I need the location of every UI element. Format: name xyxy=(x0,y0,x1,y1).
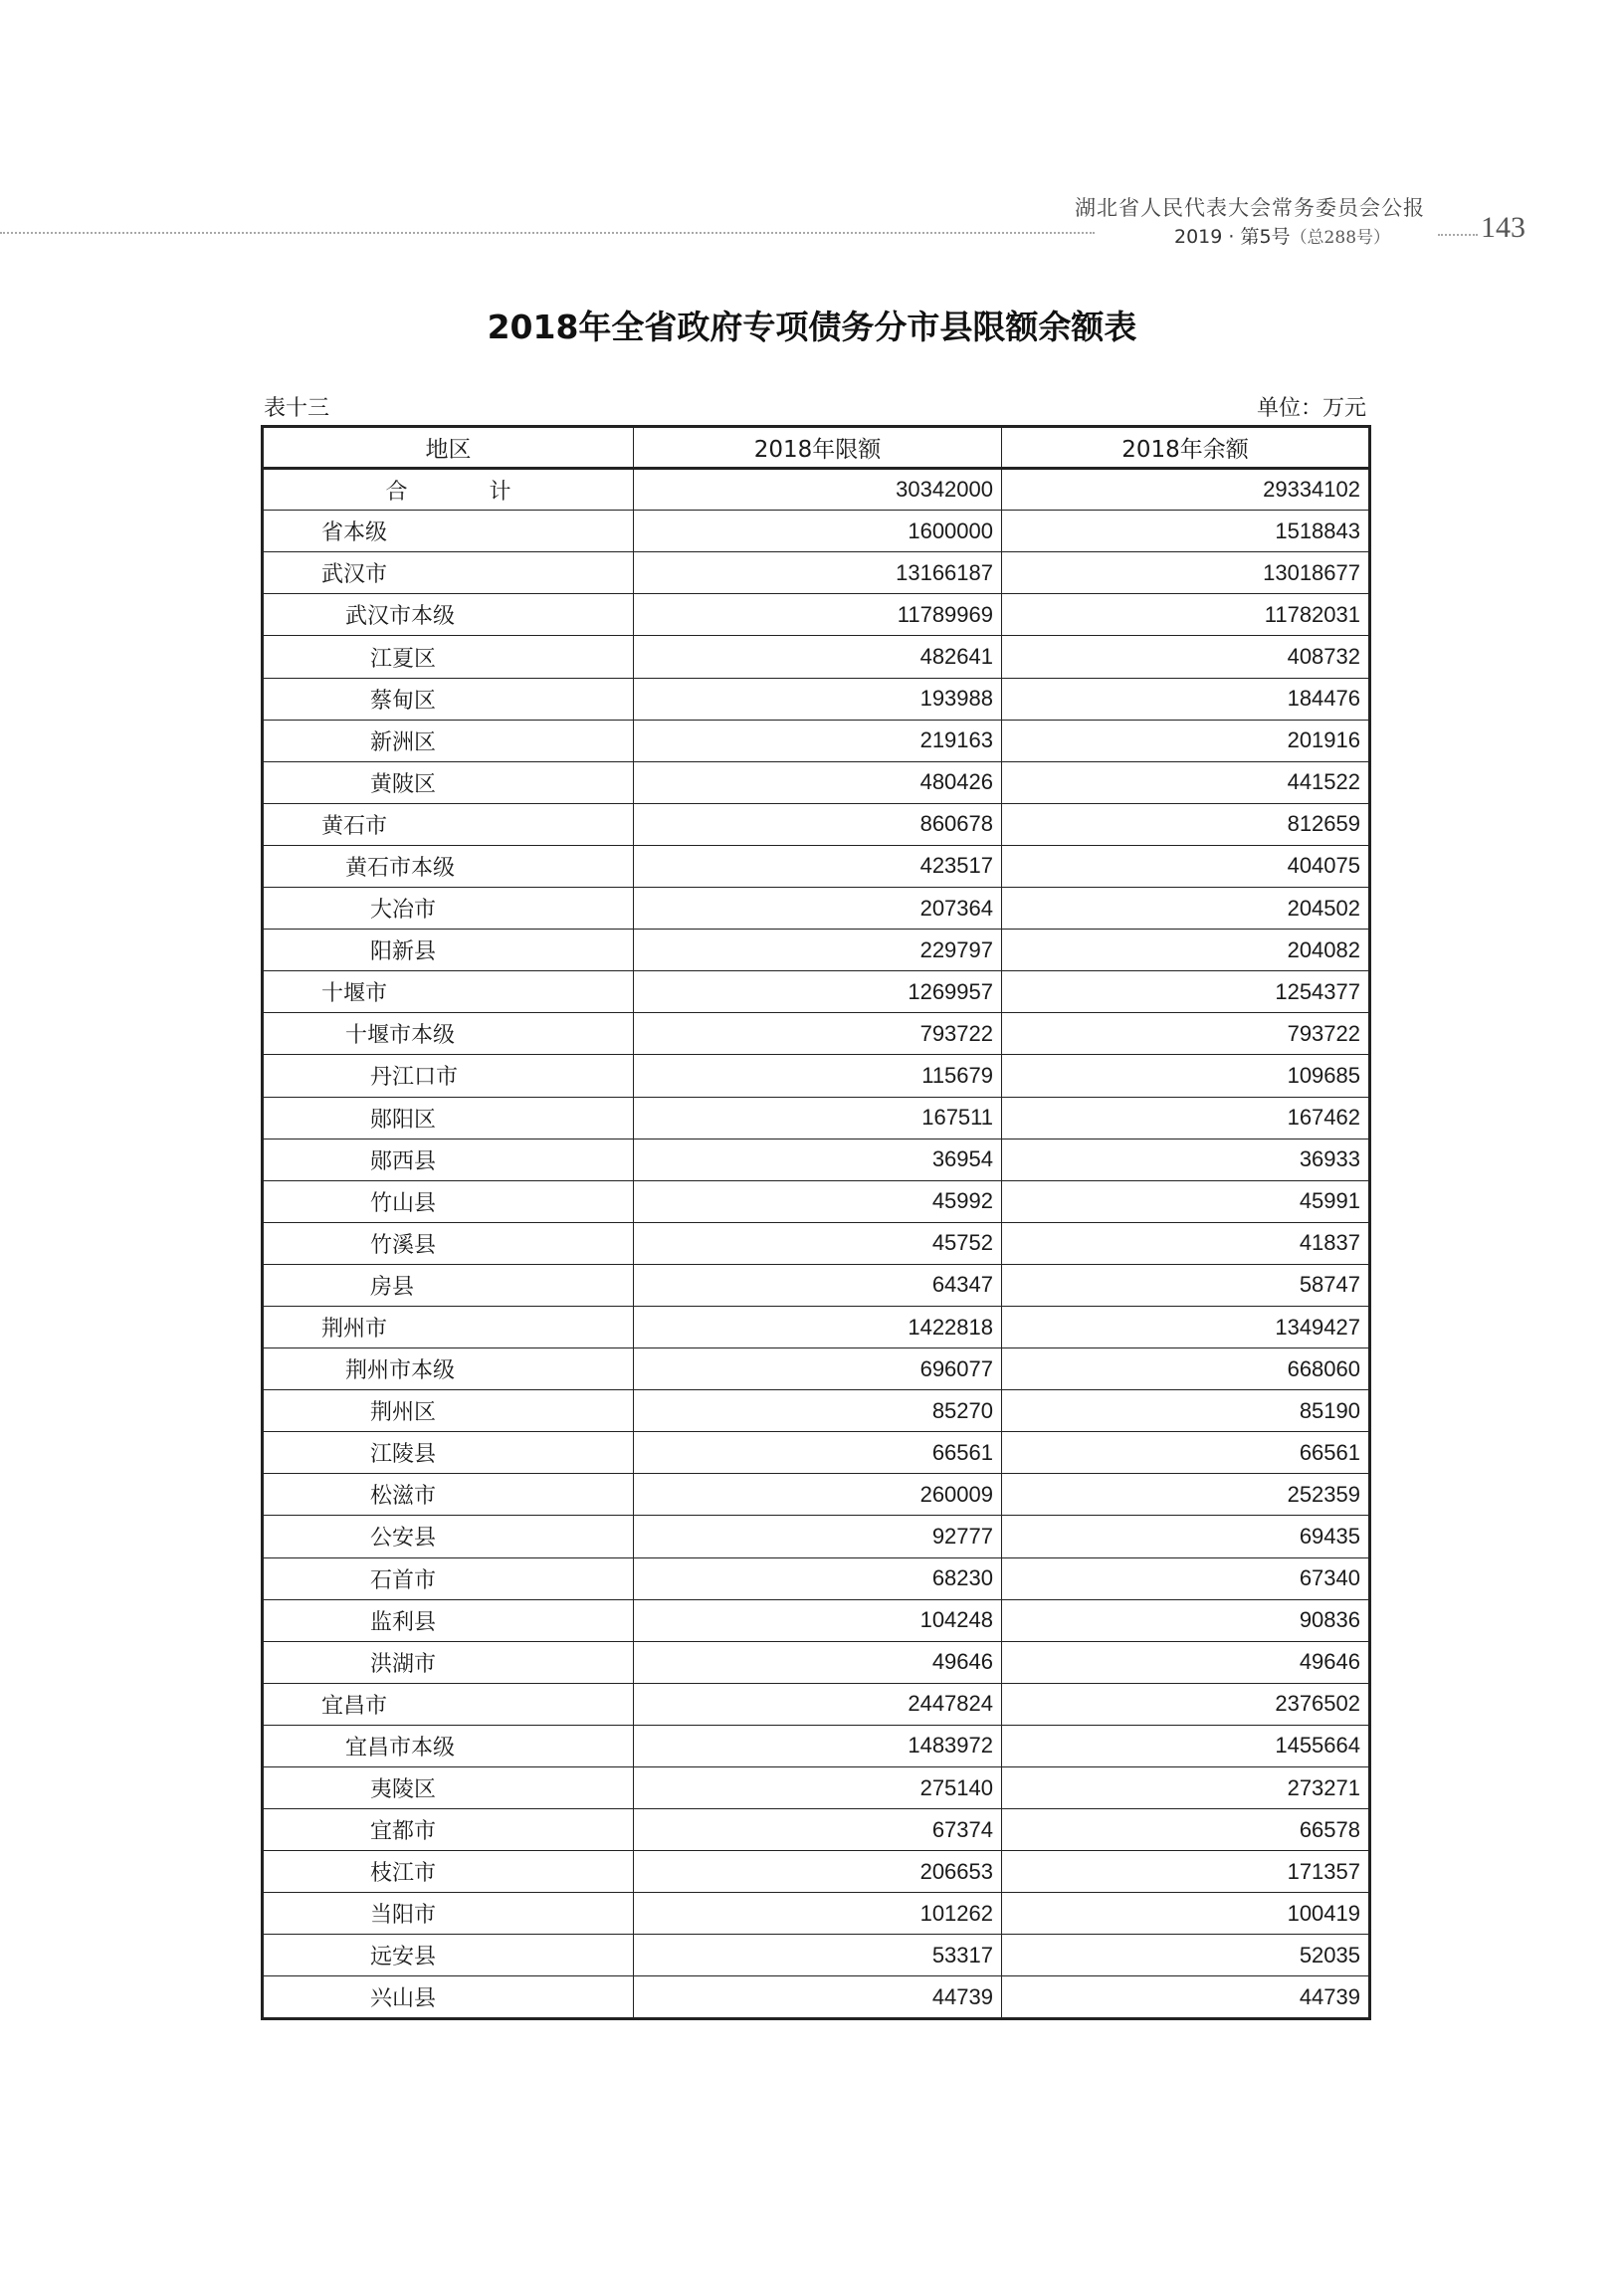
region-cell: 夷陵区 xyxy=(263,1767,634,1809)
issue-info xyxy=(1174,222,1390,249)
table-row xyxy=(263,930,1370,971)
region-cell: 合 计 xyxy=(263,469,634,511)
region-cell: 宜昌市本级 xyxy=(263,1725,634,1766)
region-cell: 十堰市本级 xyxy=(263,1013,634,1055)
table-row xyxy=(263,1809,1370,1851)
limit-cell: 85270 xyxy=(634,1390,1002,1432)
publication-title: 湖北省人民代表大会常务委员会公报 xyxy=(1075,196,1425,220)
table-row xyxy=(263,594,1370,636)
region-cell: 丹江口市 xyxy=(263,1055,634,1097)
balance-cell: 90836 xyxy=(1002,1599,1370,1641)
balance-cell: 69435 xyxy=(1002,1516,1370,1557)
region-cell: 黄陂区 xyxy=(263,761,634,803)
table-row xyxy=(263,1516,1370,1557)
balance-cell: 11782031 xyxy=(1002,594,1370,636)
page-leader-dots xyxy=(1438,234,1478,236)
table-row xyxy=(263,678,1370,720)
balance-cell: 1455664 xyxy=(1002,1725,1370,1766)
limit-cell: 1422818 xyxy=(634,1306,1002,1347)
region-cell: 当阳市 xyxy=(263,1893,634,1935)
table-row xyxy=(263,552,1370,594)
balance-cell: 184476 xyxy=(1002,678,1370,720)
balance-cell: 408732 xyxy=(1002,636,1370,678)
limit-cell: 193988 xyxy=(634,678,1002,720)
limit-cell: 101262 xyxy=(634,1893,1002,1935)
limit-cell: 67374 xyxy=(634,1809,1002,1851)
balance-cell: 201916 xyxy=(1002,720,1370,761)
table-row xyxy=(263,1767,1370,1809)
region-cell: 松滋市 xyxy=(263,1474,634,1516)
table-row xyxy=(263,1976,1370,2018)
balance-cell: 67340 xyxy=(1002,1557,1370,1599)
header-rule xyxy=(0,232,1095,234)
table-label: 表十三 xyxy=(264,396,330,421)
table-row xyxy=(263,1055,1370,1097)
region-cell: 竹山县 xyxy=(263,1180,634,1222)
limit-cell: 44739 xyxy=(634,1976,1002,2018)
balance-cell: 1254377 xyxy=(1002,971,1370,1013)
balance-cell: 29334102 xyxy=(1002,469,1370,511)
limit-cell: 1600000 xyxy=(634,511,1002,552)
balance-cell: 45991 xyxy=(1002,1180,1370,1222)
limit-cell: 45752 xyxy=(634,1222,1002,1264)
table-row xyxy=(263,1557,1370,1599)
debt-table xyxy=(261,425,1371,2020)
balance-cell: 252359 xyxy=(1002,1474,1370,1516)
region-cell: 房县 xyxy=(263,1264,634,1306)
region-cell: 兴山县 xyxy=(263,1976,634,2018)
limit-cell: 480426 xyxy=(634,761,1002,803)
limit-cell: 206653 xyxy=(634,1851,1002,1893)
limit-cell: 2447824 xyxy=(634,1683,1002,1725)
column-header-region: 地区 xyxy=(263,427,634,469)
region-cell: 监利县 xyxy=(263,1599,634,1641)
balance-cell: 1349427 xyxy=(1002,1306,1370,1347)
table-row xyxy=(263,845,1370,887)
region-cell: 江夏区 xyxy=(263,636,634,678)
limit-cell: 1483972 xyxy=(634,1725,1002,1766)
region-cell: 竹溪县 xyxy=(263,1222,634,1264)
table-row xyxy=(263,1725,1370,1766)
table-row xyxy=(263,1641,1370,1683)
table-body xyxy=(263,469,1370,2018)
region-cell: 荆州区 xyxy=(263,1390,634,1432)
table-row xyxy=(263,761,1370,803)
balance-cell: 109685 xyxy=(1002,1055,1370,1097)
region-cell: 武汉市本级 xyxy=(263,594,634,636)
balance-cell: 58747 xyxy=(1002,1264,1370,1306)
region-cell: 荆州市本级 xyxy=(263,1348,634,1390)
limit-cell: 30342000 xyxy=(634,469,1002,511)
balance-cell: 2376502 xyxy=(1002,1683,1370,1725)
limit-cell: 66561 xyxy=(634,1432,1002,1474)
balance-cell: 812659 xyxy=(1002,803,1370,845)
table-row xyxy=(263,1264,1370,1306)
table-row xyxy=(263,1222,1370,1264)
balance-cell: 273271 xyxy=(1002,1767,1370,1809)
issue-total: （总288号） xyxy=(1290,228,1391,248)
region-cell: 省本级 xyxy=(263,511,634,552)
region-cell: 阳新县 xyxy=(263,930,634,971)
limit-cell: 860678 xyxy=(634,803,1002,845)
limit-cell: 64347 xyxy=(634,1264,1002,1306)
limit-cell: 1269957 xyxy=(634,971,1002,1013)
balance-cell: 41837 xyxy=(1002,1222,1370,1264)
limit-cell: 49646 xyxy=(634,1641,1002,1683)
limit-cell: 92777 xyxy=(634,1516,1002,1557)
table-row xyxy=(263,1599,1370,1641)
table-row xyxy=(263,1139,1370,1180)
limit-cell: 115679 xyxy=(634,1055,1002,1097)
limit-cell: 482641 xyxy=(634,636,1002,678)
region-cell: 新洲区 xyxy=(263,720,634,761)
balance-cell: 100419 xyxy=(1002,1893,1370,1935)
page-number: 143 xyxy=(1481,211,1525,244)
document-title: 2018年全省政府专项债务分市县限额余额表 xyxy=(487,308,1137,346)
region-cell: 黄石市本级 xyxy=(263,845,634,887)
limit-cell: 275140 xyxy=(634,1767,1002,1809)
issue-number: 2019 · 第5号 xyxy=(1174,226,1291,248)
limit-cell: 696077 xyxy=(634,1348,1002,1390)
table-row xyxy=(263,469,1370,511)
balance-cell: 85190 xyxy=(1002,1390,1370,1432)
limit-cell: 68230 xyxy=(634,1557,1002,1599)
region-cell: 江陵县 xyxy=(263,1432,634,1474)
table-row xyxy=(263,1306,1370,1347)
limit-cell: 11789969 xyxy=(634,594,1002,636)
limit-cell: 219163 xyxy=(634,720,1002,761)
limit-cell: 36954 xyxy=(634,1139,1002,1180)
region-cell: 洪湖市 xyxy=(263,1641,634,1683)
balance-cell: 1518843 xyxy=(1002,511,1370,552)
table-row xyxy=(263,1851,1370,1893)
region-cell: 大冶市 xyxy=(263,888,634,930)
region-cell: 远安县 xyxy=(263,1935,634,1976)
region-cell: 枝江市 xyxy=(263,1851,634,1893)
table-row xyxy=(263,1348,1370,1390)
limit-cell: 423517 xyxy=(634,845,1002,887)
balance-cell: 52035 xyxy=(1002,1935,1370,1976)
table-row xyxy=(263,1683,1370,1725)
balance-cell: 204082 xyxy=(1002,930,1370,971)
limit-cell: 229797 xyxy=(634,930,1002,971)
region-cell: 宜都市 xyxy=(263,1809,634,1851)
balance-cell: 441522 xyxy=(1002,761,1370,803)
balance-cell: 66561 xyxy=(1002,1432,1370,1474)
table-row xyxy=(263,1474,1370,1516)
table-row xyxy=(263,511,1370,552)
balance-cell: 204502 xyxy=(1002,888,1370,930)
balance-cell: 793722 xyxy=(1002,1013,1370,1055)
limit-cell: 167511 xyxy=(634,1097,1002,1139)
table-row xyxy=(263,1013,1370,1055)
table-row xyxy=(263,888,1370,930)
table-row xyxy=(263,1893,1370,1935)
limit-cell: 45992 xyxy=(634,1180,1002,1222)
balance-cell: 44739 xyxy=(1002,1976,1370,2018)
balance-cell: 668060 xyxy=(1002,1348,1370,1390)
table-row xyxy=(263,720,1370,761)
region-cell: 荆州市 xyxy=(263,1306,634,1347)
limit-cell: 104248 xyxy=(634,1599,1002,1641)
region-cell: 十堰市 xyxy=(263,971,634,1013)
limit-cell: 260009 xyxy=(634,1474,1002,1516)
table-row xyxy=(263,1935,1370,1976)
region-cell: 黄石市 xyxy=(263,803,634,845)
balance-cell: 404075 xyxy=(1002,845,1370,887)
balance-cell: 49646 xyxy=(1002,1641,1370,1683)
region-cell: 郧阳区 xyxy=(263,1097,634,1139)
table-row xyxy=(263,636,1370,678)
table-header-row xyxy=(263,427,1370,469)
limit-cell: 53317 xyxy=(634,1935,1002,1976)
limit-cell: 13166187 xyxy=(634,552,1002,594)
table-row xyxy=(263,1180,1370,1222)
table-row xyxy=(263,1097,1370,1139)
region-cell: 郧西县 xyxy=(263,1139,634,1180)
table-row xyxy=(263,1390,1370,1432)
region-cell: 宜昌市 xyxy=(263,1683,634,1725)
region-cell: 公安县 xyxy=(263,1516,634,1557)
column-header-limit: 2018年限额 xyxy=(634,427,1002,469)
limit-cell: 207364 xyxy=(634,888,1002,930)
balance-cell: 66578 xyxy=(1002,1809,1370,1851)
balance-cell: 13018677 xyxy=(1002,552,1370,594)
balance-cell: 171357 xyxy=(1002,1851,1370,1893)
table-row xyxy=(263,803,1370,845)
unit-label: 单位：万元 xyxy=(1256,396,1366,421)
table-row xyxy=(263,1432,1370,1474)
balance-cell: 36933 xyxy=(1002,1139,1370,1180)
region-cell: 石首市 xyxy=(263,1557,634,1599)
balance-cell: 167462 xyxy=(1002,1097,1370,1139)
region-cell: 武汉市 xyxy=(263,552,634,594)
limit-cell: 793722 xyxy=(634,1013,1002,1055)
column-header-balance: 2018年余额 xyxy=(1002,427,1370,469)
region-cell: 蔡甸区 xyxy=(263,678,634,720)
table-row xyxy=(263,971,1370,1013)
